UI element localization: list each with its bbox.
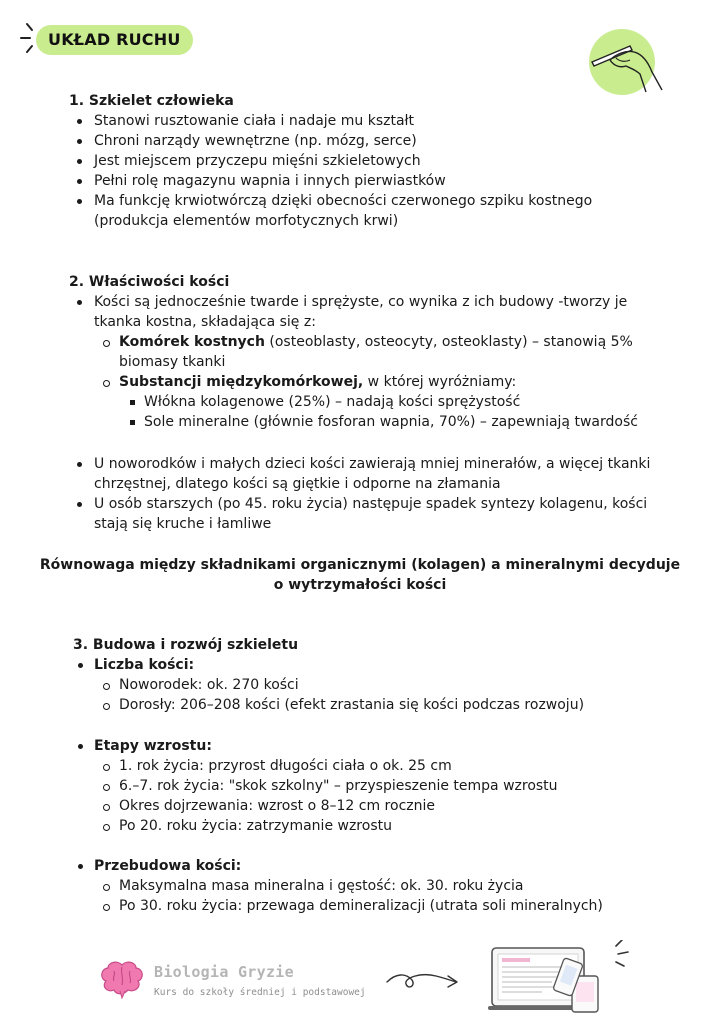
- bullet-circle: [103, 784, 110, 791]
- conclusion-text: o wytrzymałości kości: [273, 577, 447, 593]
- bullet-circle: [103, 804, 110, 811]
- bullet-square: [130, 420, 135, 425]
- bullet-square: [130, 400, 135, 405]
- bullet-dot: [77, 502, 82, 507]
- brain-logo-icon: [98, 959, 146, 999]
- list-item: Ma funkcję krwiotwórczą dzięki obecności czerwonego szpiku kostnego: [94, 193, 593, 209]
- sub-list-item: Dorosły: 206–208 kości (efekt zrastania się kości podczas rozwoju): [119, 697, 585, 713]
- bullet-circle: [103, 824, 110, 831]
- sparkle-icon: [18, 20, 38, 56]
- bullet-dot: [77, 139, 82, 144]
- group-title: Liczba kości:: [94, 657, 195, 673]
- bullet-dot: [78, 744, 83, 749]
- sub-sub-list-item: Włókna kolagenowe (25%) – nadają kości sprężystość: [144, 394, 521, 410]
- sub-list-item: Po 30. roku życia: przewaga demineralizacji (utrata soli mineralnych): [119, 898, 603, 914]
- sub-list-item: Noworodek: ok. 270 kości: [119, 677, 299, 693]
- list-item-continuation: chrzęstnej, dlatego kości są giętkie i odporne na złamania: [94, 476, 501, 492]
- list-item: Kości są jednocześnie twarde i sprężyste, co wynika z ich budowy -tworzy je: [94, 294, 628, 310]
- bullet-circle: [103, 884, 110, 891]
- bullet-circle: [103, 380, 110, 387]
- sub-list-item: Po 20. roku życia: zatrzymanie wzrostu: [119, 818, 392, 834]
- writing-hand-icon: [586, 28, 668, 98]
- section-heading: 1. Szkielet człowieka: [69, 93, 234, 109]
- section-heading: 3. Budowa i rozwój szkieletu: [73, 637, 299, 653]
- bullet-circle: [103, 703, 110, 710]
- sub-list-item: [119, 332, 633, 352]
- term-bold: Substancji międzykomórkowej,: [119, 374, 364, 390]
- bullet-circle: [103, 340, 110, 347]
- page-title: UKŁAD RUCHU: [36, 25, 193, 55]
- bullet-dot: [77, 199, 82, 204]
- section-heading: 2. Właściwości kości: [69, 274, 230, 290]
- bullet-dot: [77, 119, 82, 124]
- term-description: w której wyróżniamy:: [363, 374, 517, 390]
- devices-illustration-icon: [488, 940, 638, 1015]
- arrow-right-icon: [384, 968, 464, 996]
- list-item: U osób starszych (po 45. roku życia) następuje spadek syntezy kolagenu, kości: [94, 496, 648, 512]
- bullet-circle: [103, 764, 110, 771]
- group-title: Etapy wzrostu:: [94, 738, 212, 754]
- sub-list-item: [119, 372, 516, 392]
- bullet-circle: [103, 904, 110, 911]
- brand-tagline: Kurs do szkoły średniej i podstawowej: [154, 987, 366, 998]
- sub-list-item: 6.–7. rok życia: "skok szkolny" – przyspieszenie tempa wzrostu: [119, 778, 558, 794]
- brand-name: Biologia Gryzie: [154, 963, 294, 981]
- term-description: (osteoblasty, osteocyty, osteoklasty) – stanowią 5%: [264, 334, 633, 350]
- sub-list-item: Okres dojrzewania: wzrost o 8–12 cm rocznie: [119, 798, 435, 814]
- bullet-dot: [78, 663, 83, 668]
- list-item: Chroni narządy wewnętrzne (np. mózg, serce): [94, 133, 417, 149]
- sub-list-item: Maksymalna masa mineralna i gęstość: ok. 30. roku życia: [119, 878, 524, 894]
- bullet-dot: [77, 462, 82, 467]
- bullet-circle: [103, 683, 110, 690]
- conclusion-text: Równowaga między składnikami organicznymi (kolagen) a mineralnymi decyduje: [39, 557, 681, 573]
- group-title: Przebudowa kości:: [94, 858, 242, 874]
- term-bold: Komórek kostnych: [119, 334, 265, 350]
- sub-list-item-continuation: biomasy tkanki: [119, 354, 226, 370]
- list-item: Pełni rolę magazynu wapnia i innych pierwiastków: [94, 173, 446, 189]
- bullet-dot: [78, 864, 83, 869]
- list-item-continuation: (produkcja elementów morfotycznych krwi): [94, 213, 399, 229]
- list-item: U noworodków i małych dzieci kości zawierają mniej minerałów, a więcej tkanki: [94, 456, 651, 472]
- list-item-continuation: stają się kruche i łamliwe: [94, 516, 272, 532]
- sub-list-item: 1. rok życia: przyrost długości ciała o ok. 25 cm: [119, 758, 452, 774]
- list-item: Jest miejscem przyczepu mięśni szkieletowych: [94, 153, 421, 169]
- sub-sub-list-item: Sole mineralne (głównie fosforan wapnia, 70%) – zapewniają twardość: [144, 414, 638, 430]
- list-item: Stanowi rusztowanie ciała i nadaje mu kształt: [94, 113, 414, 129]
- list-item-continuation: tkanka kostna, składająca się z:: [94, 314, 316, 330]
- bullet-dot: [77, 300, 82, 305]
- bullet-dot: [77, 159, 82, 164]
- bullet-dot: [77, 179, 82, 184]
